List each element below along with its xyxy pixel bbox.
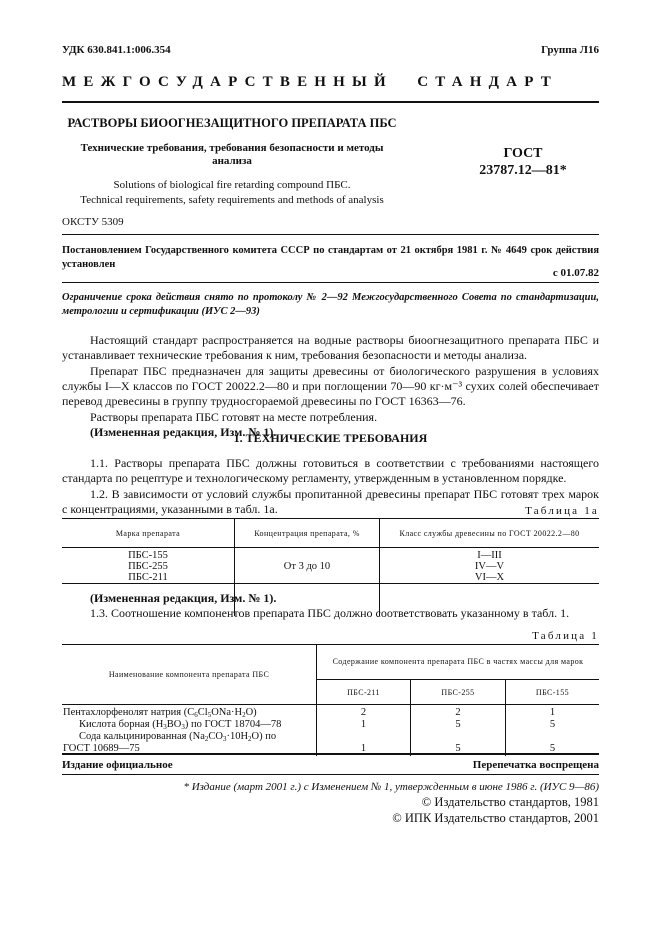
grade: ПБС-211 bbox=[128, 572, 168, 584]
service-class: IV—V bbox=[474, 561, 505, 573]
table-header: Класс службы древесины по ГОСТ 20022.2—80 bbox=[380, 519, 600, 548]
paragraph: Препарат ПБС предназначен для защиты древесины от биологического разрушения в условиях службы I—X классов по ГОСТ 20022.2—80 и при поглощении 70—90 кг·м⁻³ сухих солей обеспечивает перевод древесины в группу трудносгораемой древесины по ГОСТ 16363—76. bbox=[62, 363, 599, 409]
english-title bbox=[62, 178, 402, 208]
table-header: Концентрация препарата, % bbox=[235, 519, 380, 548]
table-row bbox=[62, 705, 317, 757]
service-class: VI—X bbox=[474, 572, 505, 584]
divider bbox=[62, 282, 599, 283]
standard-banner: МЕЖГОСУДАРСТВЕННЫЙ СТАНДАРТ bbox=[62, 74, 558, 90]
copyright-2001: © ИПК Издательство стандартов, 2001 bbox=[392, 811, 599, 825]
table-header: ПБС-155 bbox=[505, 680, 599, 705]
table-cell: От 3 до 10 bbox=[235, 548, 380, 617]
english-title-line: Solutions of biological fire retarding compound ПБС. bbox=[113, 179, 351, 191]
table-header: Наименование компонента препарата ПБС bbox=[62, 645, 317, 705]
paragraph: (Измененная редакция, Изм. № 1). bbox=[90, 425, 277, 440]
table-label: Таблица 1а bbox=[525, 505, 599, 517]
edition-note: * Издание (март 2001 г.) с Изменением № 1, утвержденным в июне 1986 г. (ИУС 9—86) bbox=[183, 781, 599, 793]
divider bbox=[62, 774, 599, 775]
doc-title: РАСТВОРЫ БИООГНЕЗАЩИТНОГО ПРЕПАРАТА ПБС bbox=[67, 116, 397, 130]
divider bbox=[62, 234, 599, 235]
table-header: Содержание компонента препарата ПБС в частях массы для марок bbox=[317, 645, 600, 680]
official-edition: Издание официальное bbox=[62, 759, 173, 771]
gost-number bbox=[448, 146, 598, 180]
component-name: Пентахлорфенолят натрия $(C_6Cl_5ONa\cdot H_2O)$ Кислота борная $(H_3BO_3)$ по ГОСТ 18704—78 Сода кальцинированная $(Na_2CO_3\cdot 10H_2O)$ по ГОСТ 10689—75 bbox=[63, 707, 282, 754]
udk-code: УДК 630.841.1:006.354 bbox=[62, 44, 171, 56]
group-code: Группа Л16 bbox=[541, 44, 599, 56]
section-text bbox=[62, 456, 599, 517]
limit-text: Ограничение срока действия снято по протоколу № 2—92 Межгосударственного Совета по стандартизации, метрологии и сертификации (ИУС 2—93) bbox=[62, 292, 599, 317]
table-cell: 2 5 5 bbox=[411, 705, 506, 757]
english-title-line: Technical requirements, safety requirements and methods of analysis bbox=[80, 193, 384, 206]
table-header: ПБС-255 bbox=[411, 680, 506, 705]
reprint-notice: Перепечатка воспрещена bbox=[472, 759, 599, 771]
effective-date: с 01.07.82 bbox=[552, 267, 599, 279]
gost-label: ГОСТ bbox=[503, 146, 543, 161]
gost-code: 23787.12—81* bbox=[479, 162, 567, 178]
paragraph: 1.3. Соотношение компонентов препарата ПБС должно соответствовать указанному в табл. 1. bbox=[90, 606, 570, 621]
divider bbox=[62, 101, 599, 103]
table-cell: 2 1 1 bbox=[317, 705, 411, 757]
intro-text bbox=[62, 333, 599, 441]
divider bbox=[62, 753, 599, 755]
paragraph: 1.1. Растворы препарата ПБС должны готовиться в соответствии с требованиями настоящего стандарта по рецептуре и технологическому регламенту, утвержденным в установленном порядке. bbox=[62, 456, 599, 486]
grade: ПБС-255 bbox=[128, 561, 168, 573]
paragraph: 1.2. В зависимости от условий службы пропитанной древесины препарат ПБС готовят трех марок с концентрациями, указанными в табл. 1а. bbox=[62, 486, 599, 517]
section-heading: 1. ТЕХНИЧЕСКИЕ ТРЕБОВАНИЯ bbox=[233, 431, 428, 445]
table-bottom-rule bbox=[62, 583, 599, 584]
okstu-code: ОКСТУ 5309 bbox=[62, 216, 124, 228]
section-text-2 bbox=[62, 591, 599, 622]
paragraph: Настоящий стандарт распространяется на водные растворы биоогнезащитного препарата ПБС и устанавливает технические требования к ним, требования безопасности и методы анализа. bbox=[62, 333, 599, 363]
table-header: Марка препарата bbox=[62, 519, 235, 548]
table-cell: 1 5 5 bbox=[505, 705, 599, 757]
table-1 bbox=[62, 645, 599, 756]
paragraph: Растворы препарата ПБС готовят на месте потребления. bbox=[90, 409, 378, 424]
paragraph: (Измененная редакция, Изм. № 1). bbox=[90, 591, 277, 605]
service-class: I—III bbox=[477, 550, 502, 561]
table-label: Таблица 1 bbox=[532, 630, 599, 642]
doc-subtitle: Технические требования, требования безопасности и методы анализа bbox=[80, 142, 384, 167]
grade: ПБС-155 bbox=[128, 550, 168, 561]
decree-text: Постановлением Государственного комитета СССР по стандартам от 21 октября 1981 г. № 4649 срок действия установлен bbox=[62, 245, 599, 270]
copyright-1981: © Издательство стандартов, 1981 bbox=[421, 795, 599, 809]
table-header: ПБС-211 bbox=[317, 680, 411, 705]
